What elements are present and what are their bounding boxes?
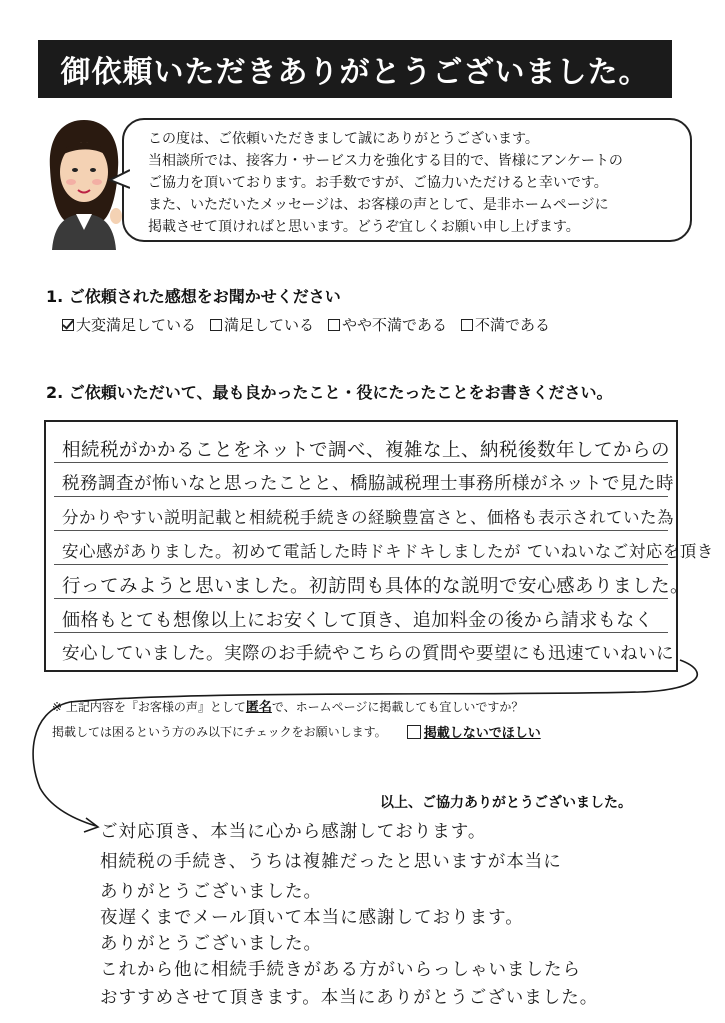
checkbox-icon[interactable]: [62, 319, 74, 331]
checkbox-icon[interactable]: [328, 319, 340, 331]
ruled-line: [54, 530, 668, 531]
continuation-line: 相続税の手続き、うちは複雑だったと思いますが本当に: [100, 852, 562, 872]
intro-line: 掲載させて頂ければと思います。どうぞ宜しくお願い申し上げます。: [148, 219, 580, 235]
option-label: 満足している: [224, 316, 315, 334]
continuation-line: 夜遅くまでメール頂いて本当に感謝しております。: [100, 908, 524, 928]
answer-line: 行ってみようと思いました。初訪問も具体的な説明で安心感ありました。: [62, 576, 690, 597]
answer-line: 相続税がかかることをネットで調べ、複雑な上、納税後数年してからの: [62, 440, 671, 461]
answer-box[interactable]: [44, 420, 714, 672]
intro-speech-bubble: [122, 118, 692, 242]
option-dissatisfied[interactable]: [461, 314, 550, 335]
intro-line: 当相談所では、接客力・サービス力を強化する目的で、皆様にアンケートの: [148, 153, 623, 169]
closing-thanks: 以上、ご協力ありがとうございました。: [380, 795, 632, 811]
satisfaction-options: [62, 314, 550, 335]
option-very-satisfied[interactable]: [62, 314, 196, 335]
bubble-tail: [108, 168, 130, 190]
ruled-line: [54, 632, 668, 633]
checkbox-icon[interactable]: [407, 725, 421, 739]
checkbox-icon[interactable]: [210, 319, 222, 331]
continuation-line: これから他に相続手続きがある方がいらっしゃいましたら: [100, 960, 581, 980]
intro-line: この度は、ご依頼いただきまして誠にありがとうございます。: [148, 131, 539, 147]
continuation-line: ありがとうございました。: [100, 934, 322, 954]
intro-line: ご協力を頂いております。お手数ですが、ご協力いただけると幸いです。: [148, 175, 608, 191]
ruled-line: [54, 564, 668, 565]
option-label: やや不満である: [342, 316, 448, 334]
option-satisfied[interactable]: [210, 314, 314, 335]
question-1-title: 1. ご依頼された感想をお聞かせください: [46, 287, 341, 306]
intro-line: また、いただいたメッセージは、お客様の声として、是非ホームページに: [148, 197, 609, 213]
note-anonymous: 匿名: [245, 700, 272, 715]
answer-line: 分かりやすい説明記載と相続税手続きの経験豊富さと、価格も表示されていた為: [62, 508, 674, 527]
answer-line: 価格もとても想像以上にお安くして頂き、追加料金の後から請求もなく: [62, 610, 654, 631]
note-prefix: ※ 上記内容を『お客様の声』として: [52, 700, 246, 714]
ruled-line: [54, 598, 668, 599]
question-2-title: 2. ご依頼いただいて、最も良かったこと・役にたったことをお書きください。: [46, 383, 613, 402]
publish-instruction: 掲載しては困るという方のみ以下にチェックをお願いします。: [52, 725, 387, 739]
continuation-line: おすすめさせて頂きます。本当にありがとうございました。: [100, 988, 599, 1008]
checkbox-icon[interactable]: [461, 319, 473, 331]
option-somewhat-dissatisfied[interactable]: [328, 314, 447, 335]
option-label: 大変満足している: [76, 316, 197, 334]
answer-line: 安心していました。実際のお手続やこちらの質問や要望にも迅速ていねいに: [62, 644, 674, 664]
answer-line: 安心感がありました。初めて電話した時ドキドキしましたが ていねいなご対応を頂き: [62, 542, 714, 561]
ruled-line: [54, 462, 668, 463]
ruled-line: [54, 496, 668, 497]
page-title: 御依頼いただきありがとうございました。: [38, 40, 672, 98]
option-label: 不満である: [475, 316, 551, 334]
answer-line: 税務調査が怖いなと思ったことと、橋脇誠税理士事務所様がネットで見た時: [62, 474, 674, 494]
continuation-line: ありがとうございました。: [100, 882, 322, 902]
opt-out-option[interactable]: [407, 722, 541, 741]
note-suffix: で、ホームページに掲載しても宜しいですか？: [271, 700, 524, 714]
opt-out-label: 掲載しないでほしい: [423, 726, 541, 741]
publish-consent-note: [52, 696, 523, 715]
publish-instruction-row: [52, 722, 541, 741]
continuation-line: ご対応頂き、本当に心から感謝しております。: [100, 822, 487, 842]
